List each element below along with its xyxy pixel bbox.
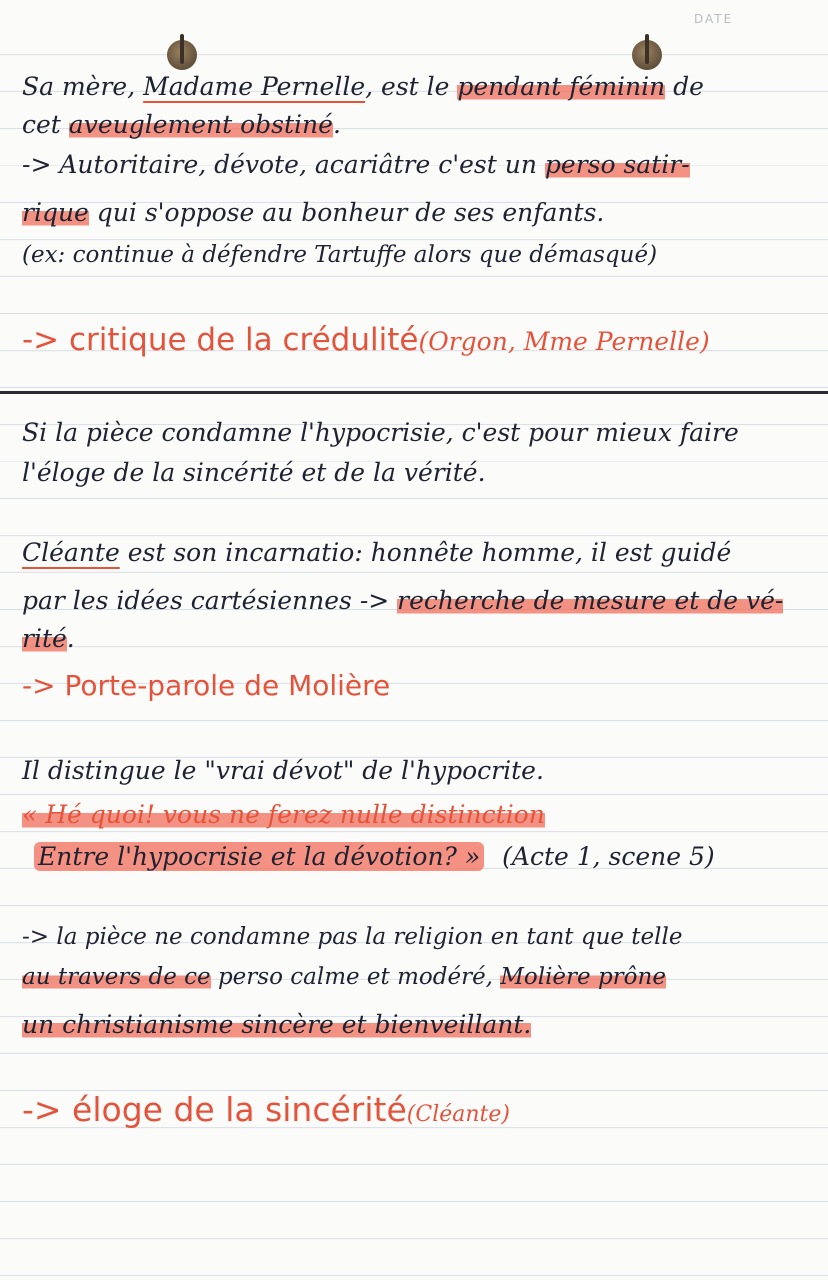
s2-conclusion: -> éloge de la sincérité(Cléante) [22,1090,510,1129]
s2-line-10: un christianisme sincère et bienveillant. [22,1010,532,1039]
s2-porte-parole: -> Porte-parole de Molière [22,669,391,702]
s1-line-1: Sa mère, Madame Pernelle, est le pendant féminin de [22,72,704,101]
s2-line-9: au travers de ce perso calme et modéré, Molière prône [22,964,666,990]
quote-line-1: « Hé quoi! vous ne ferez nulle distinction [22,800,545,829]
section-divider [0,391,828,394]
binder-ring-icon [167,40,197,70]
date-label: DATE [694,12,734,26]
name-cleante: Cléante [22,538,120,567]
s2-line-5: rité. [22,624,75,653]
name-madame-pernelle: Madame Pernelle [143,72,366,101]
s1-conclusion: -> critique de la crédulité(Orgon, Mme Pernelle) [22,322,710,358]
s2-line-3: Cléante est son incarnatio: honnête homme, il est guidé [22,538,732,567]
s1-line-3: -> Autoritaire, dévote, acariâtre c'est un perso satir- [22,150,690,179]
s1-line-2: cet aveuglement obstiné. [22,110,341,139]
s1-line-5: (ex: continue à défendre Tartuffe alors que démasqué) [22,242,658,268]
quote-line-2: Entre l'hypocrisie et la dévotion? » (Acte 1, scene 5) [34,842,715,872]
s1-line-4: rique qui s'oppose au bonheur de ses enfants. [22,198,605,227]
s2-line-8: -> la pièce ne condamne pas la religion en tant que telle [22,924,683,950]
quote-reference: (Acte 1, scene 5) [502,842,715,871]
binder-ring-icon [632,40,662,70]
s2-line-1: Si la pièce condamne l'hypocrisie, c'est pour mieux faire [22,418,739,447]
s2-line-7: Il distingue le "vrai dévot" de l'hypocrite. [22,756,544,785]
s2-line-4: par les idées cartésiennes -> recherche de mesure et de vé- [22,586,784,615]
s2-line-2: l'éloge de la sincérité et de la vérité. [22,458,486,487]
